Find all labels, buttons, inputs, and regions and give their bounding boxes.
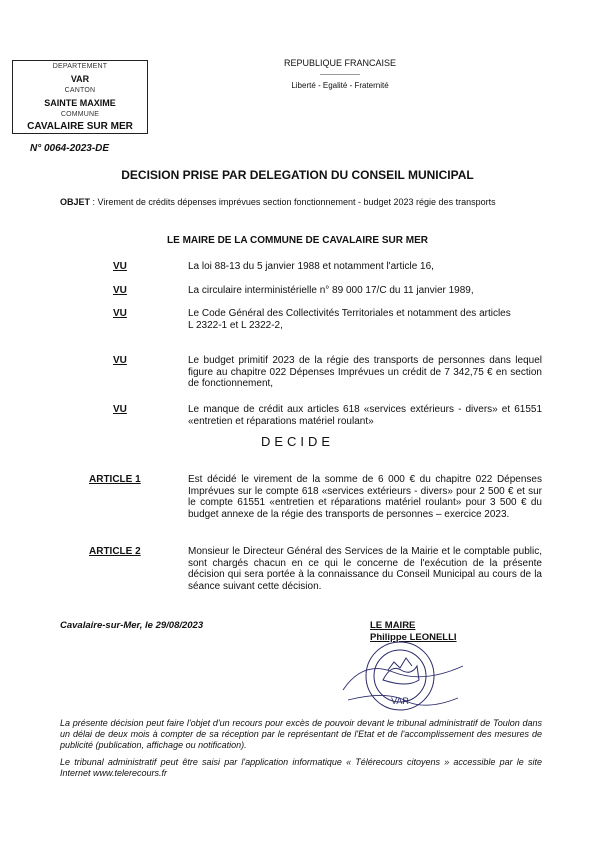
mayor-stamp-seal (338, 640, 468, 714)
vu-item-2: La circulaire interministérielle n° 89 000 17/C du 11 janvier 1989, (188, 285, 474, 296)
vu-label: VU (113, 285, 127, 296)
objet-paragraph (60, 196, 540, 208)
place-date: Cavalaire-sur-Mer, le 29/08/2023 (60, 620, 204, 631)
objet-label: OBJET (60, 197, 91, 207)
divider (320, 74, 360, 75)
vu-item-5: Le manque de crédit aux articles 618 «services extérieurs - divers» et 61551 «entretien et réparations matériel roulant» (188, 404, 542, 427)
vu-label: VU (113, 261, 127, 272)
canton-value: SAINTE MAXIME (44, 98, 116, 108)
vu-label: VU (113, 355, 127, 366)
republique-title: REPUBLIQUE FRANCAISE (283, 58, 397, 68)
article-1-label: ARTICLE 1 (89, 474, 141, 485)
commune-label: COMMUNE (60, 111, 100, 118)
maire-heading: LE MAIRE DE LA COMMUNE DE CAVALAIRE SUR MER (167, 235, 428, 246)
vu-item-1: La loi 88-13 du 5 janvier 1988 et notamment l'article 16, (188, 261, 434, 272)
republique-block (270, 58, 410, 90)
devise: Liberté - Egalité - Fraternité (291, 81, 389, 90)
objet-text: : Virement de crédits dépenses imprévues section fonctionnement - budget 2023 régie des transports (90, 197, 496, 207)
administrative-header-box (12, 60, 148, 134)
article-2-text: Monsieur le Directeur Général des Services de la Mairie et le comptable public, sont chargés chacun en ce qui le concerne de l'exécution de la présente décision qui sera portée à la connaissance du Conseil Municipal au cours de la séance suivant cette décision. (188, 546, 542, 592)
commune-value: CAVALAIRE SUR MER (27, 121, 133, 132)
recours-notice-1: La présente décision peut faire l'objet d'un recours pour excès de pouvoir devant le tribunal administratif de Toulon dans un délai de deux mois à compter de sa réception par le représentant de l'Etat et de l'accomplissement des mesures de publicité (publication, affichage ou notification). (60, 718, 542, 750)
stamp-text: VAR (391, 696, 409, 706)
decide-heading: DECIDE (260, 434, 335, 449)
vu-label: VU (113, 308, 127, 319)
decision-reference: N° 0064-2023-DE (30, 143, 110, 154)
signature-name: Philippe LEONELLI (370, 632, 457, 643)
departement-value: VAR (70, 74, 90, 84)
recours-notice-2: Le tribunal administratif peut être saisi par l'application informatique « Télérecours citoyens » accessible par le site Internet www.telerecours.fr (60, 757, 542, 778)
departement-label: DEPARTEMENT (52, 63, 108, 70)
vu-label: VU (113, 404, 127, 415)
article-1-text: Est décidé le virement de la somme de 6 000 € du chapitre 022 Dépenses Imprévues sur le compte 618 «services extérieurs - divers» pour 2 500 € et sur le compte 61551 «entretien et réparations matériel roulant» pour 3 500 € du budget annexe de la régie des transports de personnes – exercice 2023. (188, 474, 542, 520)
signature-title: LE MAIRE (370, 620, 416, 631)
page-title: DECISION PRISE PAR DELEGATION DU CONSEIL MUNICIPAL (121, 168, 474, 182)
vu-item-4: Le budget primitif 2023 de la régie des transports de personnes dans lequel figure au chapitre 022 Dépenses Imprévues un crédit de 7 342,75 € en section de fonctionnement, (188, 355, 542, 389)
canton-label: CANTON (64, 87, 96, 94)
vu-item-3: Le Code Général des Collectivités Territoriales et notamment des articles L 2322-1 et L 2322-2, (188, 308, 511, 331)
article-2-label: ARTICLE 2 (89, 546, 141, 557)
